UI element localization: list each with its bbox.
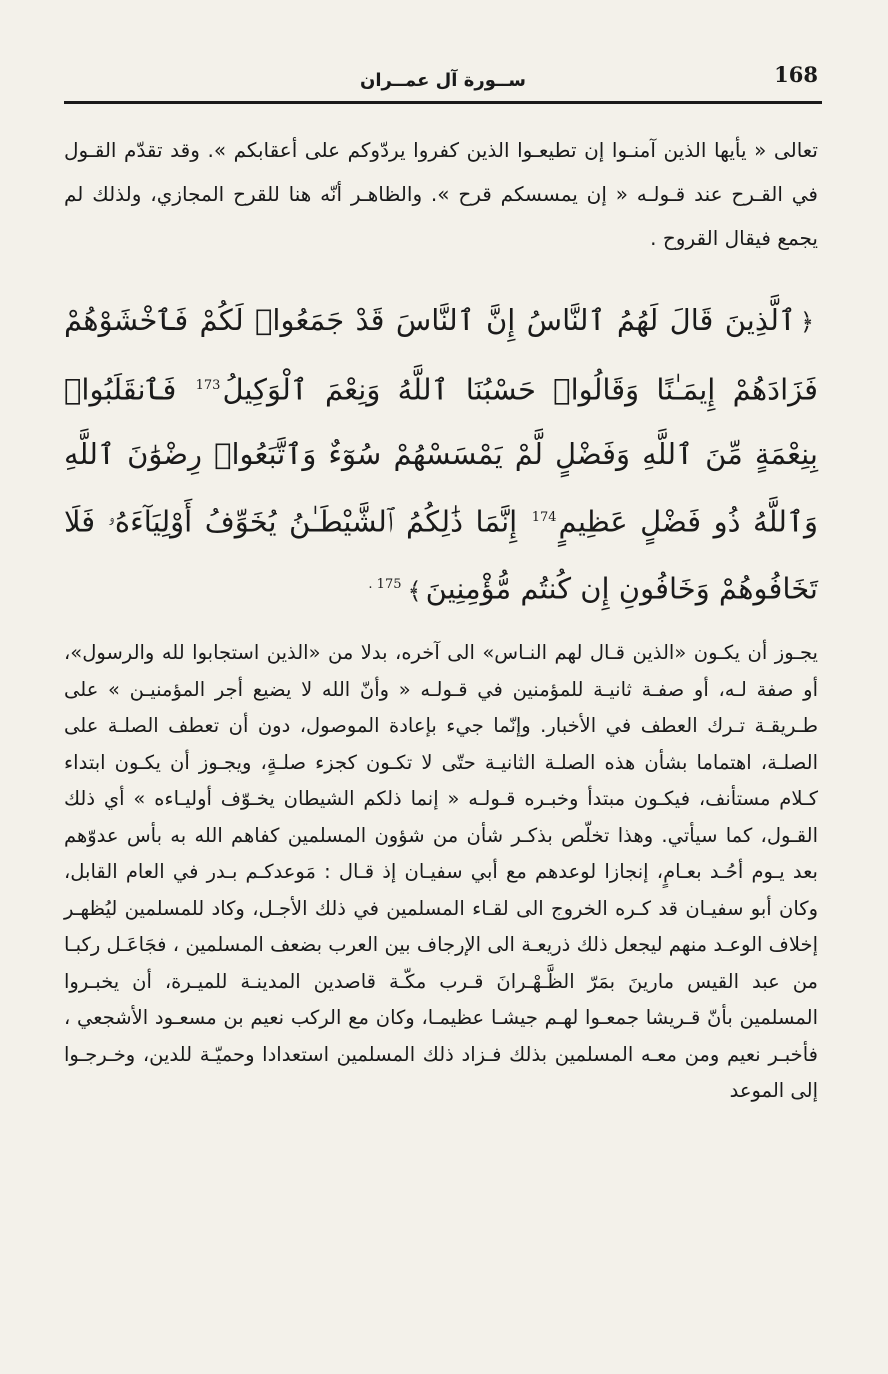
header-divider	[64, 101, 822, 104]
intro-text: تعالى « يأيها الذين آمنـوا إن تطيعـوا الذين كفروا يردّوكم على أعقابكم ». وقد تقدّم القـول في القـرح عند قـولـه « إن يمسسكم قرح ». والظاهـر أنّه هنا للقرح المجازي، ولذلك لم يجمع فيقال القروح .	[64, 138, 818, 250]
ayah-number-174: 174	[531, 509, 557, 525]
verse-text-part-3: إِنَّمَا ذَٰلِكُمُ ٱلشَّيْطَـٰنُ يُخَوِّفُ أَوْلِيَآءَهُۥ فَلَا تَخَافُوهُمْ وَخَافُونِ إِن كُنتُم مُّؤْمِنِينَ	[64, 504, 818, 606]
verse-text-part-2: فَٱنقَلَبُوا۟ بِنِعْمَةٍ مِّنَ ٱللَّهِ وَفَضْلٍ لَّمْ يَمْسَسْهُمْ سُوٓءٌ وَٱتَّبَعُوا۟ رِضْوَٰنَ ٱللَّهِ وَٱللَّهُ ذُو فَضْلٍ عَظِيمٍ	[64, 372, 819, 539]
commentary-text: يجـوز أن يكـون «الذين قـال لهم النـاس» الى آخره، بدلا من «الذين استجابوا لله والرسول»، أو صفة لـه، أو صفـة ثانيـة للمؤمنين في قـولـه « وأنّ الله لا يضيع أجر المؤمنيـن » على طـريقـة تـرك العطف في الأخبار. وإنّما جيء بإعادة الموصول، دون أن تعطف الصلـة على الصلـة، اهتماما بشأن هذه الصلـة الثانيـة حتّى لا تكـون كجزء صلـةٍ، ويجـوز أن يكـون ابتداء كـلام مستأنف، فيكـون مبتدأ وخبـره قـولـه « إنما ذلكم الشيطان يخـوّف أوليـاءه » أي ذلك القـول، كما سيأتي. وهذا تخلّص بذكـر شأن من شؤون المسلمين كفاهم الله به بأس عدوّهم بعد يـوم أحُـد بعـامٍ، إنجازا لوعدهم مع أبي سفيـان إذ قـال : مَوعدكـم بـدر في العام القابل، وكان أبو سفيـان قد كـره الخروج الى لقـاء المسلمين في ذلك الأجـل، وكاد للمسلمين ليُظهـر إخلاف الوعـد منهم ليجعل ذلك ذريعـة الى الإرجاف بين العرب بضعف المسلمين ، فجَاعَـل ركبـا من عبد القيس مارينَ بمَرّ الظَّـهْـرانَ قـرب مكّـة قاصدين المدينـة للميـرة، أن يخبـروا المسلمين بأنّ قـريشا جمعـوا لهـم جيشـا عظيمـا، وكان مع الركب نعيم بن مسعـود الأشجعي ، فأخبـر نعيم ومن معـه المسلمين بذلك فـزاد ذلك المسلمين استعدادا وحميّـة للدين، وخـرجـوا إلى الموعد	[64, 641, 818, 1102]
intro-paragraph	[64, 128, 818, 260]
verse-close-ornament: ﴾	[407, 576, 422, 605]
ayah-number-173: 173	[195, 378, 221, 393]
commentary-paragraph	[64, 635, 818, 1110]
page-header	[64, 60, 822, 100]
verse-text-part-1: ٱلَّذِينَ قَالَ لَهُمُ ٱلنَّاسُ إِنَّ ٱلنَّاسَ قَدْ جَمَعُوا۟ لَكُمْ فَٱخْشَوْهُمْ فَزَادَهُمْ إِيمَـٰنًا وَقَالُوا۟ حَسْبُنَا ٱللَّهُ وَنِعْمَ ٱلْوَكِيلُ	[64, 303, 818, 407]
page-number: 168	[774, 62, 818, 87]
surah-title: ســورة آل عمــران	[360, 70, 526, 91]
quran-verse	[64, 288, 818, 623]
quran-verse-block	[64, 288, 818, 623]
ayah-number-175: 175 .	[368, 577, 402, 593]
verse-open-ornament: ﴿	[799, 308, 814, 336]
